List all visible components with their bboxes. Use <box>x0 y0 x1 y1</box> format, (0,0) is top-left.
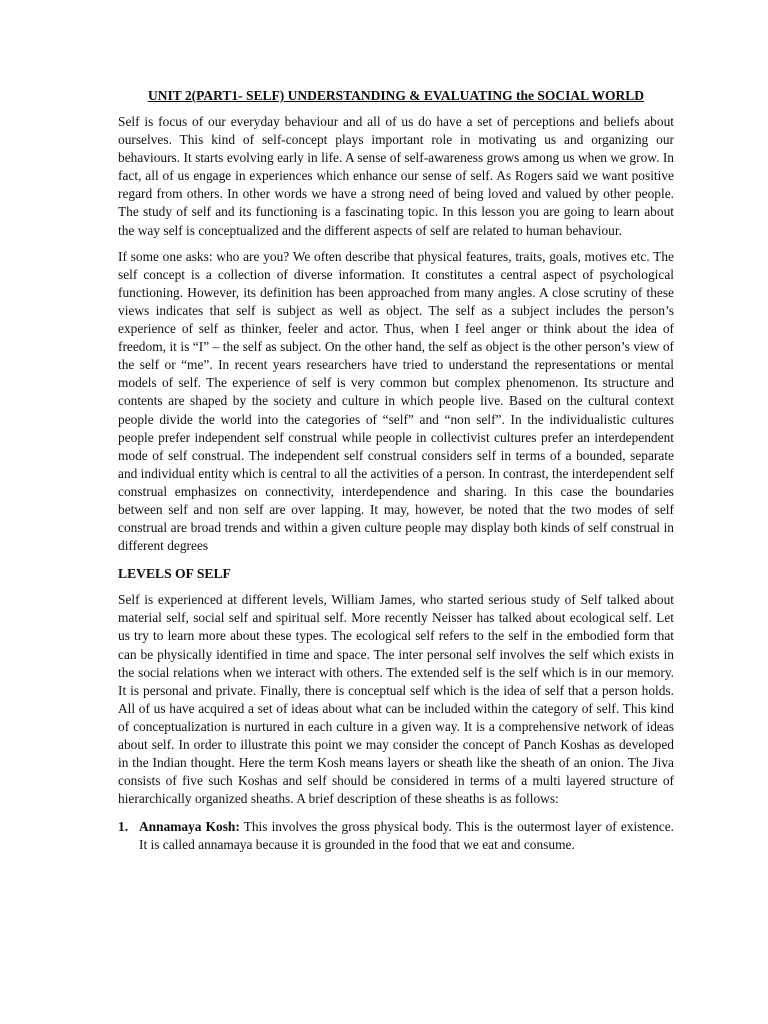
section-heading: LEVELS OF SELF <box>118 566 231 582</box>
list-item-text: This involves the gross physical body. This is the outermost layer of existence. It is called annamaya because it is grounded in the food that we eat and consume. <box>139 819 674 853</box>
list-item <box>118 818 674 854</box>
document-title: UNIT 2(PART1- SELF) UNDERSTANDING & EVALUATING the SOCIAL WORLD <box>147 88 645 103</box>
paragraph-levels-of-self: Self is experienced at different levels, William James, who started serious study of Self talked about material self, social self and spiritual self. More recently Neisser has talked about ecological self. Let us try to learn more about these types. The ecological self refers to the self in the embodied form that can be physically identified in time and space. The inter personal self involves the self which exists in the social relations when we interact with others. The extended self is the self which is in our memory. It is personal and private. Finally, there is conceptual self which is the idea of self that a person holds. All of us have acquired a set of ideas about what can be included within the category of self. This kind of conceptualization is nurtured in each culture in a given way. It is a comprehensive network of ideas about self. In order to illustrate this point we may consider the concept of Panch Koshas as developed in the Indian thought. Here the term Kosh means layers or sheath like the sheath of an onion. The Jiva consists of five such Koshas and self should be considered in terms of a multi layered structure of hierarchically organized sheaths. A brief description of these sheaths is as follows: <box>118 592 674 807</box>
kosh-list <box>118 818 674 854</box>
paragraph-intro: Self is focus of our everyday behaviour and all of us do have a set of perceptions and beliefs about ourselves. This kind of self-concept plays important role in motivating us and organizing our behaviours. It starts evolving early in life. A sense of self-awareness grows among us when we grow. In fact, all of us engage in experiences which enhance our sense of self. As Rogers said we want positive regard from others. In other words we have a strong need of being loved and valued by other people. The study of self and its functioning is a fascinating topic. In this lesson you are going to learn about the way self is conceptualized and the different aspects of self are related to human behaviour. <box>118 114 674 238</box>
list-item-number: 1. <box>118 819 129 835</box>
document-page <box>118 87 674 855</box>
paragraph-self-concept: If some one asks: who are you? We often describe that physical features, traits, goals, motives etc. The self concept is a collection of diverse information. It constitutes a central aspect of psychological functioning. However, its definition has been approached from many angles. A close scrutiny of these views indicates that self is subject as well as object. The self as a subject includes the person’s experience of self as thinker, feeler and actor. Thus, when I feel anger or think about the idea of freedom, it is “I” – the self as subject. On the other hand, the self as object is the other person’s view of the self or “me”. In recent years researchers have tried to understand the representations or mental models of self. The experience of self is very common but complex phenomenon. Its structure and contents are shaped by the society and culture in which people live. Based on the cultural context people divide the world into the categories of “self” and “non self”. In the individualistic cultures people prefer independent self construal while people in collectivist cultures prefer an interdependent mode of self construal. The independent self construal considers self in terms of a bounded, separate and individual entity which is central to all the activities of a person. In contrast, the interdependent self construal emphasizes on connectivity, interdependence and sharing. In this case the boundaries between self and non self are over lapping. It may, however, be noted that the two modes of self construal are broad trends and within a given culture people may display both kinds of self construal in different degrees <box>118 248 674 554</box>
list-item-term: Annamaya Kosh: <box>139 819 240 835</box>
